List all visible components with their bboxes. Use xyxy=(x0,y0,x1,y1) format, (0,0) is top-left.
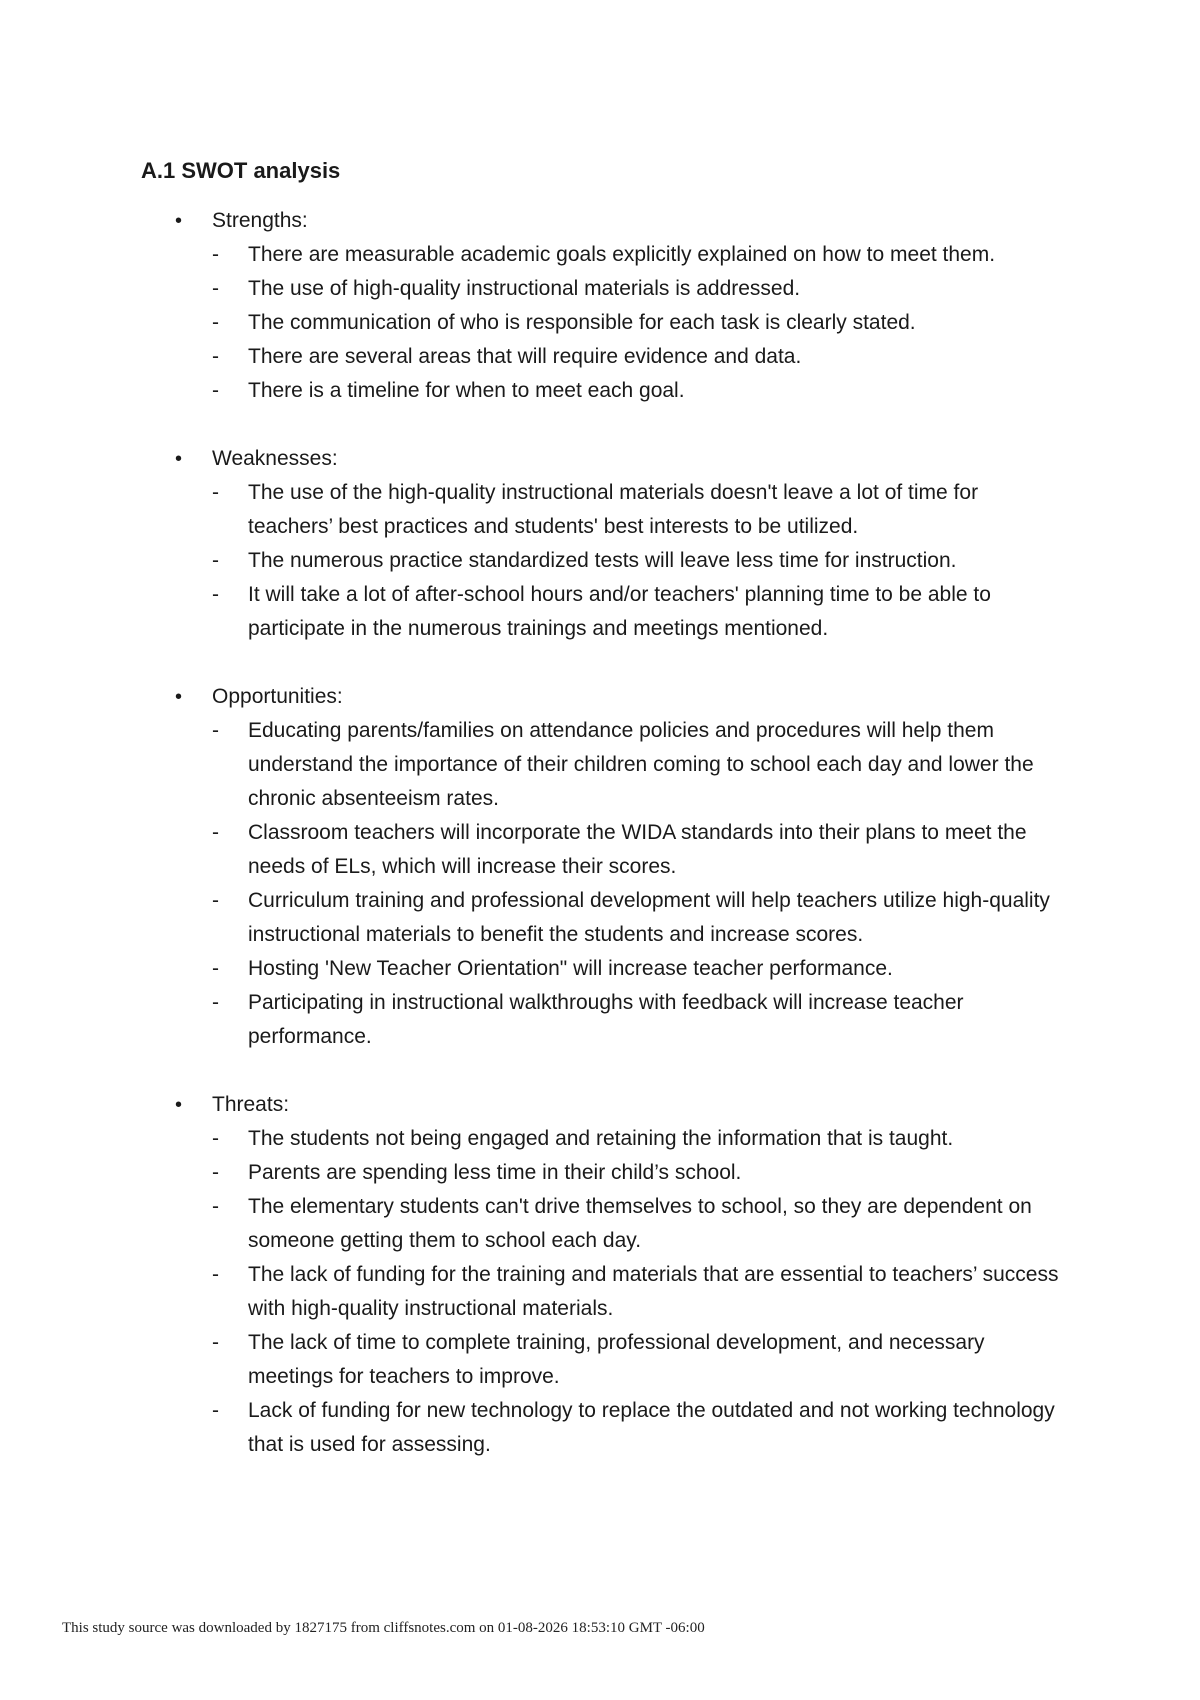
dash-icon: - xyxy=(212,379,219,402)
bullet-icon: • xyxy=(175,448,183,470)
dash-icon: - xyxy=(212,583,219,606)
item-text: The elementary students can't drive themselves to school, so they are dependent on someone getting them to school each day. xyxy=(248,1195,1032,1252)
item-text: There is a timeline for when to meet each goal. xyxy=(248,379,685,402)
dash-icon: - xyxy=(212,1127,219,1150)
dash-icon: - xyxy=(212,957,219,980)
dash-icon: - xyxy=(212,1331,219,1354)
section-opportunities xyxy=(0,680,1200,1054)
dash-icon: - xyxy=(212,1195,219,1218)
dash-icon: - xyxy=(212,719,219,742)
dash-icon: - xyxy=(212,481,219,504)
dash-icon: - xyxy=(212,277,219,300)
dash-icon: - xyxy=(212,1161,219,1184)
dash-icon: - xyxy=(212,889,219,912)
dash-icon: - xyxy=(212,1399,219,1422)
list-item xyxy=(0,1156,1068,1190)
list-item xyxy=(0,884,1068,952)
section-label: Threats: xyxy=(212,1093,290,1116)
list-item xyxy=(0,1394,1068,1462)
section-label: Strengths: xyxy=(212,209,308,232)
list-item xyxy=(0,476,1068,544)
section-label: Opportunities: xyxy=(212,685,343,708)
list-item xyxy=(0,272,1068,306)
list-item xyxy=(0,238,1068,272)
dash-icon: - xyxy=(212,311,219,334)
dash-icon: - xyxy=(212,991,219,1014)
list-item xyxy=(0,714,1068,816)
document-title: A.1 SWOT analysis xyxy=(141,158,341,183)
list-item xyxy=(0,1258,1068,1326)
list-item xyxy=(0,306,1068,340)
section-threats xyxy=(0,1088,1200,1462)
dash-icon: - xyxy=(212,1263,219,1286)
list-item xyxy=(0,340,1068,374)
dash-icon: - xyxy=(212,549,219,572)
list-item xyxy=(0,1326,1068,1394)
list-item xyxy=(0,374,1068,408)
item-text: Hosting 'New Teacher Orientation" will increase teacher performance. xyxy=(248,957,893,980)
item-text: The communication of who is responsible for each task is clearly stated. xyxy=(248,311,916,334)
list-item xyxy=(0,986,1068,1054)
item-text: Curriculum training and professional development will help teachers utilize high-quality instructional materials to benefit the students and increase scores. xyxy=(248,889,1050,946)
download-footer: This study source was downloaded by 1827175 from cliffsnotes.com on 01-08-2026 18:53:10 GMT -06:00 xyxy=(62,1620,705,1636)
item-text: The students not being engaged and retaining the information that is taught. xyxy=(248,1127,954,1150)
list-item xyxy=(0,952,1068,986)
item-text: The lack of funding for the training and materials that are essential to teachers’ success with high-quality instructional materials. xyxy=(248,1263,1059,1320)
section-strengths xyxy=(0,204,1200,408)
section-weaknesses xyxy=(0,442,1200,646)
item-text: Classroom teachers will incorporate the WIDA standards into their plans to meet the needs of ELs, which will increase their scores. xyxy=(248,821,1027,878)
list-item xyxy=(0,544,1068,578)
item-text: There are measurable academic goals explicitly explained on how to meet them. xyxy=(248,243,996,266)
list-item xyxy=(0,1122,1068,1156)
list-item xyxy=(0,578,1068,646)
dash-icon: - xyxy=(212,243,219,266)
bullet-icon: • xyxy=(175,1094,183,1116)
item-text: Participating in instructional walkthroughs with feedback will increase teacher performance. xyxy=(248,991,964,1048)
item-text: The numerous practice standardized tests will leave less time for instruction. xyxy=(248,549,957,572)
dash-icon: - xyxy=(212,821,219,844)
item-text: The use of the high-quality instructional materials doesn't leave a lot of time for teachers’ best practices and students' best interests to be utilized. xyxy=(248,481,979,538)
dash-icon: - xyxy=(212,345,219,368)
list-item xyxy=(0,816,1068,884)
item-text: The use of high-quality instructional materials is addressed. xyxy=(248,277,801,300)
item-text: The lack of time to complete training, professional development, and necessary meetings for teachers to improve. xyxy=(248,1331,985,1388)
item-text: Educating parents/families on attendance policies and procedures will help them understand the importance of their children coming to school each day and lower the chronic absenteeism rates. xyxy=(248,719,1034,810)
bullet-icon: • xyxy=(175,210,183,232)
item-text: There are several areas that will require evidence and data. xyxy=(248,345,802,368)
bullet-icon: • xyxy=(175,686,183,708)
list-item xyxy=(0,1190,1068,1258)
item-text: Parents are spending less time in their child’s school. xyxy=(248,1161,742,1184)
item-text: It will take a lot of after-school hours and/or teachers' planning time to be able to participate in the numerous trainings and meetings mentioned. xyxy=(248,583,991,640)
item-text: Lack of funding for new technology to replace the outdated and not working technology that is used for assessing. xyxy=(248,1399,1055,1456)
section-label: Weaknesses: xyxy=(212,447,338,470)
